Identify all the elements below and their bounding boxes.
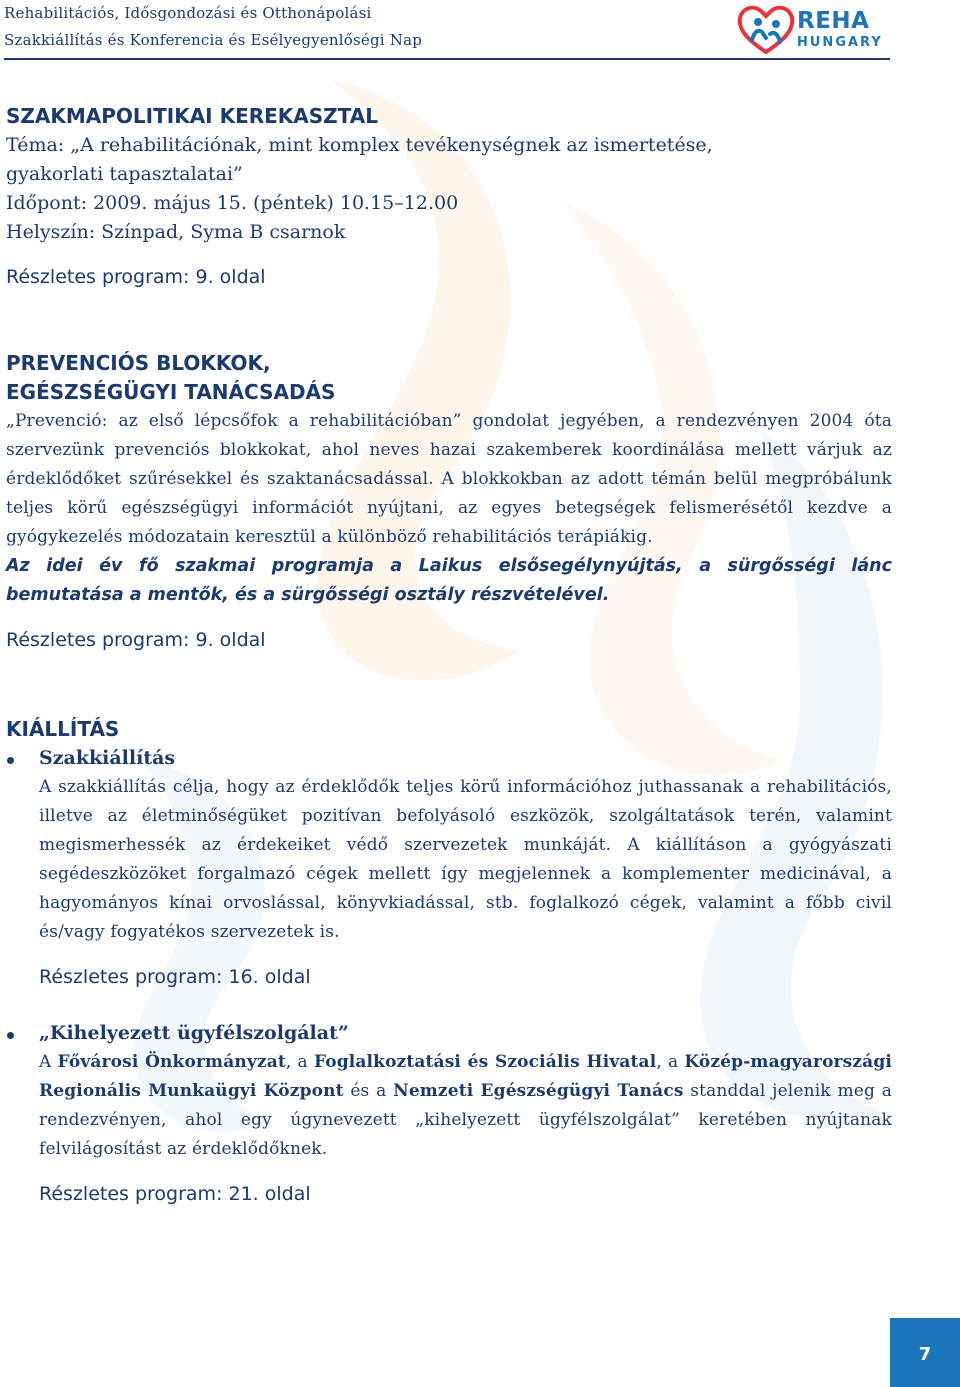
customer-service-body: A Fővárosi Önkormányzat, a Foglalkoztatási és Szociális Hivatal, a Közép-magyarországi Regionális Munkaügyi Központ és a Nemzeti Egészségügyi Tanács standdal jelenik meg a rendezvényen, ahol egy úgynevezett „kihelyezett ügyfélszolgálat” keretében nyújtanak felvilágosítást az érdeklődőknek. (39, 1052, 892, 1159)
reha-hungary-logo (736, 2, 896, 56)
customer-service-details-link: Részletes program: 21. oldal (39, 1183, 311, 1205)
trade-fair-details-link: Részletes program: 16. oldal (39, 966, 311, 988)
org-egeszsegugyi-tanacs: Nemzeti Egészségügyi Tanács (393, 1081, 684, 1101)
trade-fair-body: A szakkiállítás célja, hogy az érdeklődők teljes körű információhoz juthassanak a rehabilitációs, illetve az életminőségüket pozitívan befolyásoló eszközök, szolgáltatások terén, valamint megismerhessék az érdekeiket védő szervezetek munkáját. A kiállításon a gyógyászati segédeszközöket forgalmazó cégek mellett így megjelennek a komplementer medicinával, a hagyományos kínai orvoslással, könyvkiadással, stb. foglalkozó cégek, valamint a főbb civil és/vagy fogyatékos szervezetek is. (39, 777, 892, 942)
org-foglalkoztatasi-hivatal: Foglalkoztatási és Szociális Hivatal (313, 1052, 657, 1072)
prevention-body: „Prevenció: az első lépcsőfok a rehabilitációban” gondolat jegyében, a rendezvényen 2004 óta szervezünk prevenciós blokkokat, ahol neves hazai szakemberek koordinálása mellett várjuk az érdeklődőket szűrésekkel és szaktanácsadással. A blokkokban az adott témán belül megpróbálunk teljes körű egészségügyi információt nyújtani, az egyes betegségek felismerésétől kezdve a gyógykezelés módozatain keresztül a különböző rehabilitációs terápiákig. (6, 411, 892, 547)
event-title-line1: Rehabilitációs, Idősgondozási és Otthonápolási (4, 4, 372, 22)
exhibition-section (6, 715, 892, 1209)
roundtable-title: SZAKMAPOLITIKAI KEREKASZTAL (6, 104, 378, 128)
org-munkaugyi-kozpont: Közép-magyarországi Regionális Munkaügyi Központ (39, 1052, 892, 1101)
trade-fair-title: Szakkiállítás (39, 747, 176, 769)
prevention-section (6, 349, 892, 655)
prevention-details-link: Részletes program: 9. oldal (6, 629, 266, 651)
roundtable-details-link: Részletes program: 9. oldal (6, 266, 266, 288)
prevention-highlight: Az idei év fő szakmai programja a Laikus elsősegélynyújtás, a sürgősségi lánc bemutatása a mentők, és a sürgősségi osztály részvételével. (6, 556, 892, 605)
event-title-line2: Szakkiállítás és Konferencia és Esélyegyenlőségi Nap (4, 31, 423, 49)
roundtable-place: Helyszín: Színpad, Syma B csarnok (6, 221, 346, 243)
customer-service-title: „Kihelyezett ügyfélszolgálat” (39, 1022, 349, 1044)
roundtable-topic-line1: Téma: „A rehabilitációnak, mint komplex tevékenységnek az ismertetése, (6, 134, 713, 156)
page-number-badge (890, 1318, 960, 1387)
roundtable-section (6, 102, 892, 292)
bullet-icon (7, 1032, 14, 1039)
roundtable-time: Időpont: 2009. május 15. (péntek) 10.15–12.00 (6, 192, 459, 214)
logo-wordmark: REHA (797, 8, 870, 34)
exhibition-title: KIÁLLÍTÁS (6, 717, 120, 741)
org-fovarosi-onkormanyzat: Fővárosi Önkormányzat (57, 1052, 286, 1072)
exhibition-item-customer-service (6, 1019, 892, 1209)
prevention-title-line2: EGÉSZSÉGÜGYI TANÁCSADÁS (6, 380, 336, 404)
header-divider (4, 58, 890, 60)
roundtable-topic-line2: gyakorlati tapasztalatai” (6, 163, 243, 185)
prevention-title-line1: PREVENCIÓS BLOKKOK, (6, 351, 271, 375)
heart-people-icon (736, 2, 796, 56)
main-content (6, 102, 892, 1209)
logo-subtitle: HUNGARY (797, 35, 883, 50)
page-number: 7 (918, 1344, 932, 1365)
exhibition-item-trade-fair (6, 744, 892, 992)
bullet-icon (7, 757, 14, 764)
